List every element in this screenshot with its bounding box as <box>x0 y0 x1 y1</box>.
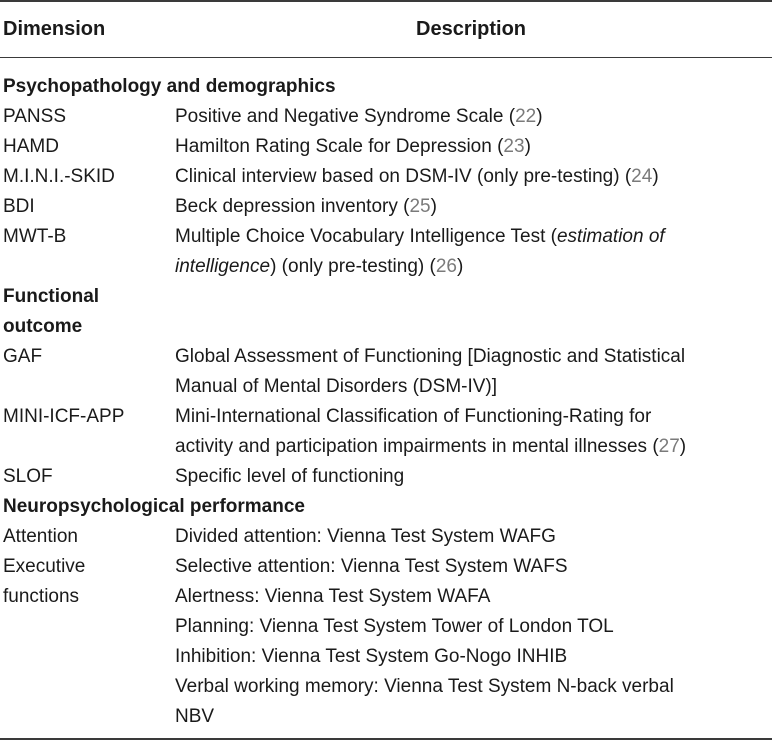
reference-number: 23 <box>503 136 525 157</box>
row-description <box>175 522 772 732</box>
reference-number: 25 <box>409 196 431 217</box>
table-bottom-rule <box>0 738 772 740</box>
list-item: Inhibition: Vienna Test System Go-Nogo INHIB <box>175 646 568 667</box>
table-top-rule <box>0 0 772 2</box>
table-row <box>0 402 772 462</box>
section-header-psychopathology: Psychopathology and demographics <box>3 76 336 97</box>
reference-number: 22 <box>515 106 537 127</box>
list-item: Alertness: Vienna Test System WAFA <box>175 586 491 607</box>
reference-number: 27 <box>658 436 680 457</box>
table-row <box>0 222 772 282</box>
table-row <box>0 192 772 222</box>
row-dimension: GAF <box>3 346 43 367</box>
row-description: Beck depression inventory (25) <box>175 196 437 217</box>
column-header-dimension: Dimension <box>3 18 106 40</box>
list-item: Verbal working memory: Vienna Test System N-back verbal <box>175 676 674 697</box>
row-dimension: BDI <box>3 196 35 217</box>
row-dimension: PANSS <box>3 106 67 127</box>
list-item: Selective attention: Vienna Test System WAFS <box>175 556 568 577</box>
row-description: Multiple Choice Vocabulary Intelligence Test (estimation of intelligence) (only pre-testing) (26) <box>175 226 665 277</box>
row-description: Clinical interview based on DSM-IV (only pre-testing) (24) <box>175 166 659 187</box>
header-rule <box>0 57 772 58</box>
table-row <box>0 342 772 402</box>
row-dimension: MINI-ICF-APP <box>3 406 125 427</box>
row-description: Specific level of functioning <box>175 466 405 487</box>
reference-number: 26 <box>435 256 457 277</box>
row-dimension: MWT-B <box>3 226 67 247</box>
table-body <box>0 72 772 732</box>
column-header-description: Description <box>416 18 527 40</box>
row-description: Mini-International Classification of Functioning-Rating for activity and participation impairments in mental illnesses (27) <box>175 406 687 457</box>
table-row <box>0 162 772 192</box>
table-row <box>0 102 772 132</box>
list-item: Planning: Vienna Test System Tower of London TOL <box>175 616 614 637</box>
section-header-functional-outcome: Functional outcome <box>3 286 100 337</box>
section-header-neuropsychological: Neuropsychological performance <box>3 496 305 517</box>
list-item: NBV <box>175 706 215 727</box>
row-description: Hamilton Rating Scale for Depression (23) <box>175 136 531 157</box>
table-row <box>0 132 772 162</box>
row-dimension: M.I.N.I.-SKID <box>3 166 115 187</box>
row-dimension: HAMD <box>3 136 59 157</box>
table-row <box>0 522 772 732</box>
table-row <box>0 462 772 492</box>
row-description: Positive and Negative Syndrome Scale (22) <box>175 106 543 127</box>
reference-number: 24 <box>631 166 653 187</box>
row-description: Global Assessment of Functioning [Diagnostic and Statistical Manual of Mental Disorders (DSM-IV)] <box>175 346 686 397</box>
row-dimension: Attention Executive functions <box>3 526 86 607</box>
row-dimension: SLOF <box>3 466 53 487</box>
list-item: Divided attention: Vienna Test System WAFG <box>175 526 556 547</box>
